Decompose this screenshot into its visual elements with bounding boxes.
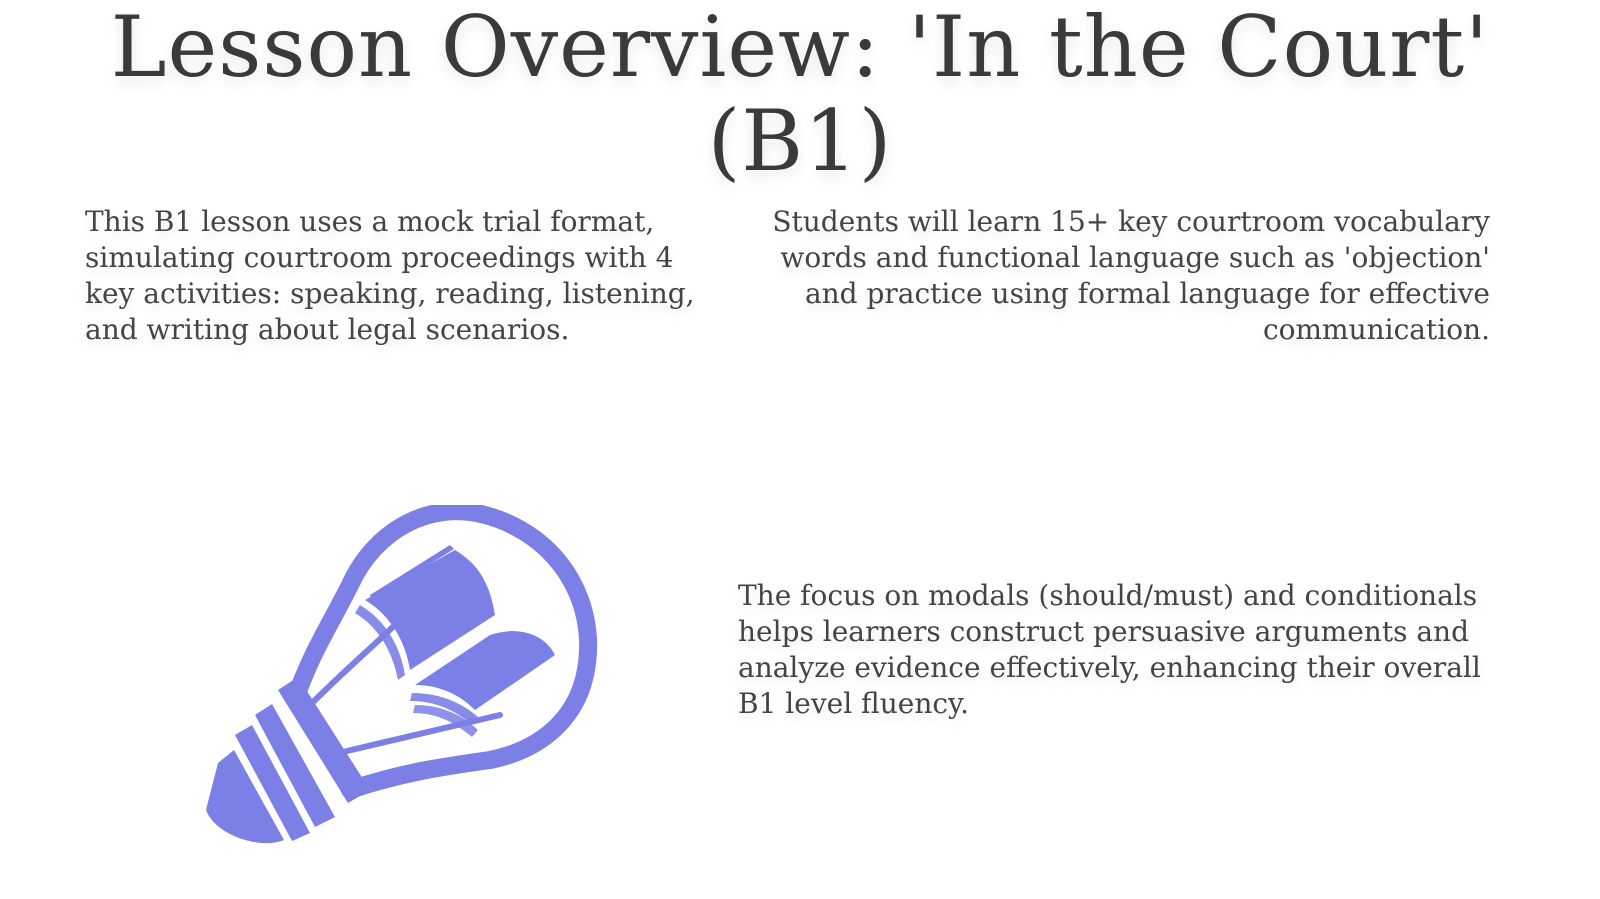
lightbulb-with-book-icon <box>200 505 620 865</box>
overview-paragraph-left: This B1 lesson uses a mock trial format, simulating courtroom proceedings with 4 key activities: speaking, reading, listening, and writing about legal scenarios. <box>85 205 695 346</box>
slide-title: Lesson Overview: 'In the Court' (B1) <box>110 0 1490 190</box>
overview-paragraph-right: Students will learn 15+ key courtroom vocabulary words and functional language such as 'objection' and practice using formal language for effective communication. <box>772 205 1490 346</box>
focus-paragraph: The focus on modals (should/must) and conditionals helps learners construct persuasive arguments and analyze evidence effectively, enhancing their overall B1 level fluency. <box>738 579 1481 720</box>
open-book-icon <box>355 545 555 737</box>
lightbulb-socket-icon <box>206 677 370 843</box>
